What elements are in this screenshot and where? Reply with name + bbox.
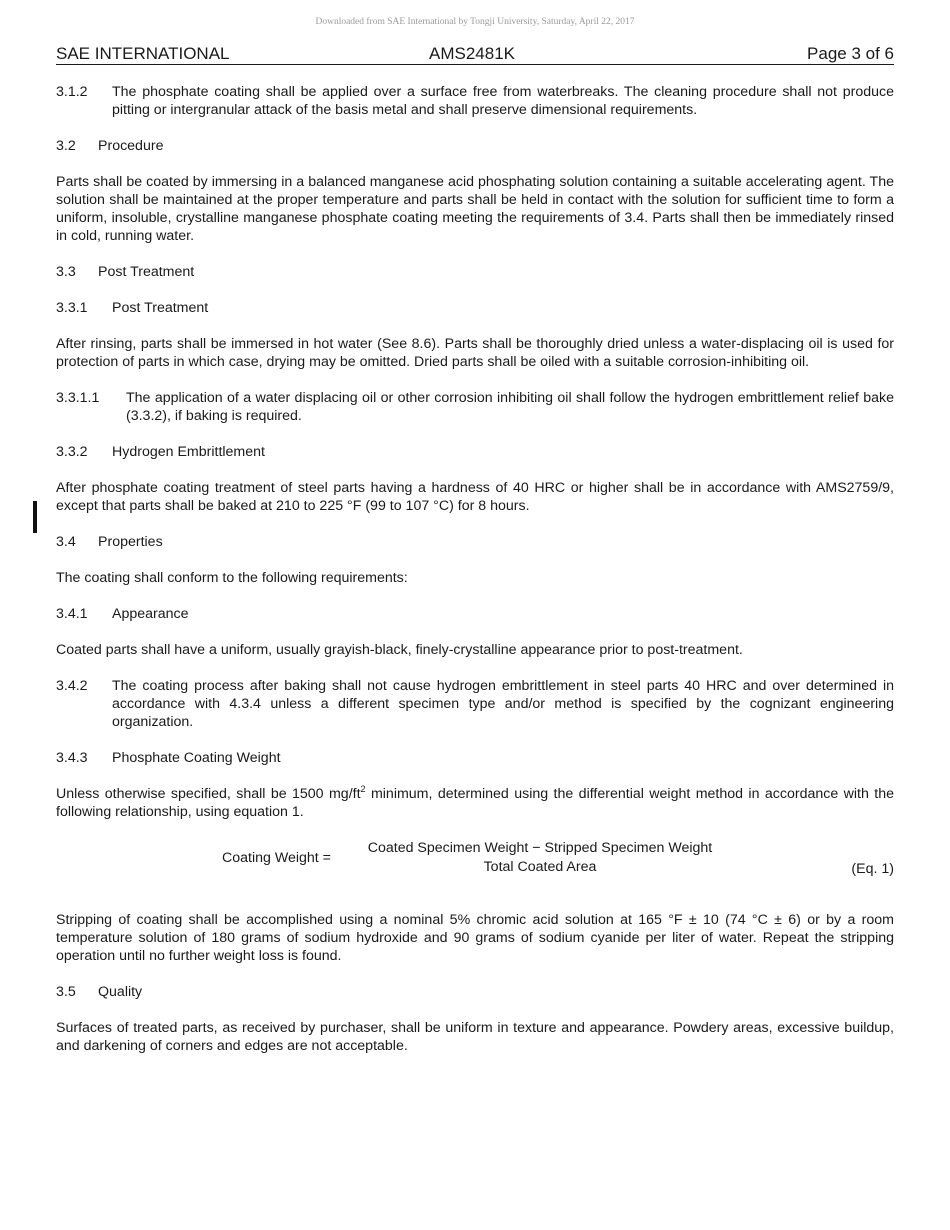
heading-number: 3.4.1 [56,606,88,622]
clause-3-1-2 [56,83,894,119]
heading-3-4 [56,533,894,551]
revision-change-bar [33,501,37,533]
heading-number: 3.3.1 [56,300,88,316]
heading-3-4-3 [56,749,894,767]
paragraph-appearance: Coated parts shall have a uniform, usually grayish-black, finely-crystalline appearance prior to post-treatment. [56,642,743,658]
heading-title: Hydrogen Embrittlement [112,444,265,460]
page-header [56,44,894,65]
paragraph-post-treatment: After rinsing, parts shall be immersed in hot water (See 8.6). Parts shall be thoroughly dried unless a water-displacing oil is used for protection of parts in which case, drying may be omitted. Dried parts shall be oiled with a suitable corrosion-inhibiting oil. [56,336,894,370]
heading-number: 3.4 [56,534,76,550]
equation-1 [56,839,894,893]
paragraph-properties: The coating shall conform to the following requirements: [56,570,408,586]
heading-title: Appearance [112,606,189,622]
coating-weight-text-post: minimum, determined using the differential weight method in accordance with the following relationship, using equation 1. [56,786,894,820]
clause-number: 3.1.2 [56,84,88,100]
header-page-number: Page 3 of 6 [807,44,894,63]
heading-title: Properties [98,534,163,550]
header-doc-id: AMS2481K [429,44,515,63]
heading-number: 3.5 [56,984,76,1000]
paragraph-quality: Surfaces of treated parts, as received by purchaser, shall be uniform in texture and appearance. Powdery areas, excessive buildup, and darkening of corners and edges are not acceptable. [56,1020,894,1054]
paragraph-stripping: Stripping of coating shall be accomplished using a nominal 5% chromic acid solution at 165 °F ± 10 (74 °C ± 6) or by a room temperature solution of 180 grams of sodium hydroxide and 90 grams of sodium cyanide per liter of water. Repeat the stripping operation until no further weight loss is found. [56,912,894,964]
heading-3-2 [56,137,894,155]
document-body [56,83,894,1073]
paragraph-procedure: Parts shall be coated by immersing in a balanced manganese acid phosphating solution containing a suitable accelerating agent. The solution shall be maintained at the proper temperature and parts shall be held in contact with the solution for sufficient time to form a uniform, insoluble, crystalline manganese phosphate coating meeting the requirements of 3.4. Parts shall then be immediately rinsed in cold, running water. [56,174,894,244]
download-watermark: Downloaded from SAE International by Tongji University, Saturday, April 22, 2017 [315,17,635,27]
clause-3-3-1-1 [56,389,894,425]
equation-denominator: Total Coated Area [483,859,597,875]
paragraph-coating-weight [56,785,894,821]
heading-title: Post Treatment [98,264,195,280]
equation-lhs: Coating Weight = [222,850,331,866]
clause-number: 3.4.2 [56,678,88,694]
clause-text: The phosphate coating shall be applied over a surface free from waterbreaks. The cleaning procedure shall not produce pitting or intergranular attack of the basis metal and shall preserve dimensional requirements. [112,84,894,118]
superscript-2: 2 [360,784,366,794]
heading-3-3-1 [56,299,894,317]
heading-3-3 [56,263,894,281]
heading-title: Phosphate Coating Weight [112,750,281,766]
equation-fraction [352,839,728,877]
heading-title: Procedure [98,138,164,154]
coating-weight-text-pre: Unless otherwise specified, shall be 1500 mg/ft [56,786,361,802]
header-org: SAE INTERNATIONAL [56,44,230,63]
clause-text: The application of a water displacing oil or other corrosion inhibiting oil shall follow the hydrogen embrittlement relief bake (3.3.2), if baking is required. [126,390,894,424]
heading-number: 3.2 [56,138,76,154]
heading-number: 3.4.3 [56,750,88,766]
clause-3-4-2 [56,677,894,731]
equation-numerator: Coated Specimen Weight − Stripped Specimen Weight [367,840,713,856]
equation-label: (Eq. 1) [851,861,894,877]
heading-title: Post Treatment [112,300,209,316]
paragraph-hydrogen-embrittlement: After phosphate coating treatment of steel parts having a hardness of 40 HRC or higher shall be in accordance with AMS2759/9, except that parts shall be baked at 210 to 225 °F (99 to 107 °C) for 8 hours. [56,480,894,514]
heading-3-4-1 [56,605,894,623]
heading-number: 3.3 [56,264,76,280]
clause-text: The coating process after baking shall not cause hydrogen embrittlement in steel parts 40 HRC and over determined in accordance with 4.3.4 unless a different specimen type and/or method is specified by the cognizant engineering organization. [112,678,894,730]
heading-3-5 [56,983,894,1001]
heading-3-3-2 [56,443,894,461]
clause-number: 3.3.1.1 [56,390,100,406]
heading-number: 3.3.2 [56,444,88,460]
heading-title: Quality [98,984,143,1000]
